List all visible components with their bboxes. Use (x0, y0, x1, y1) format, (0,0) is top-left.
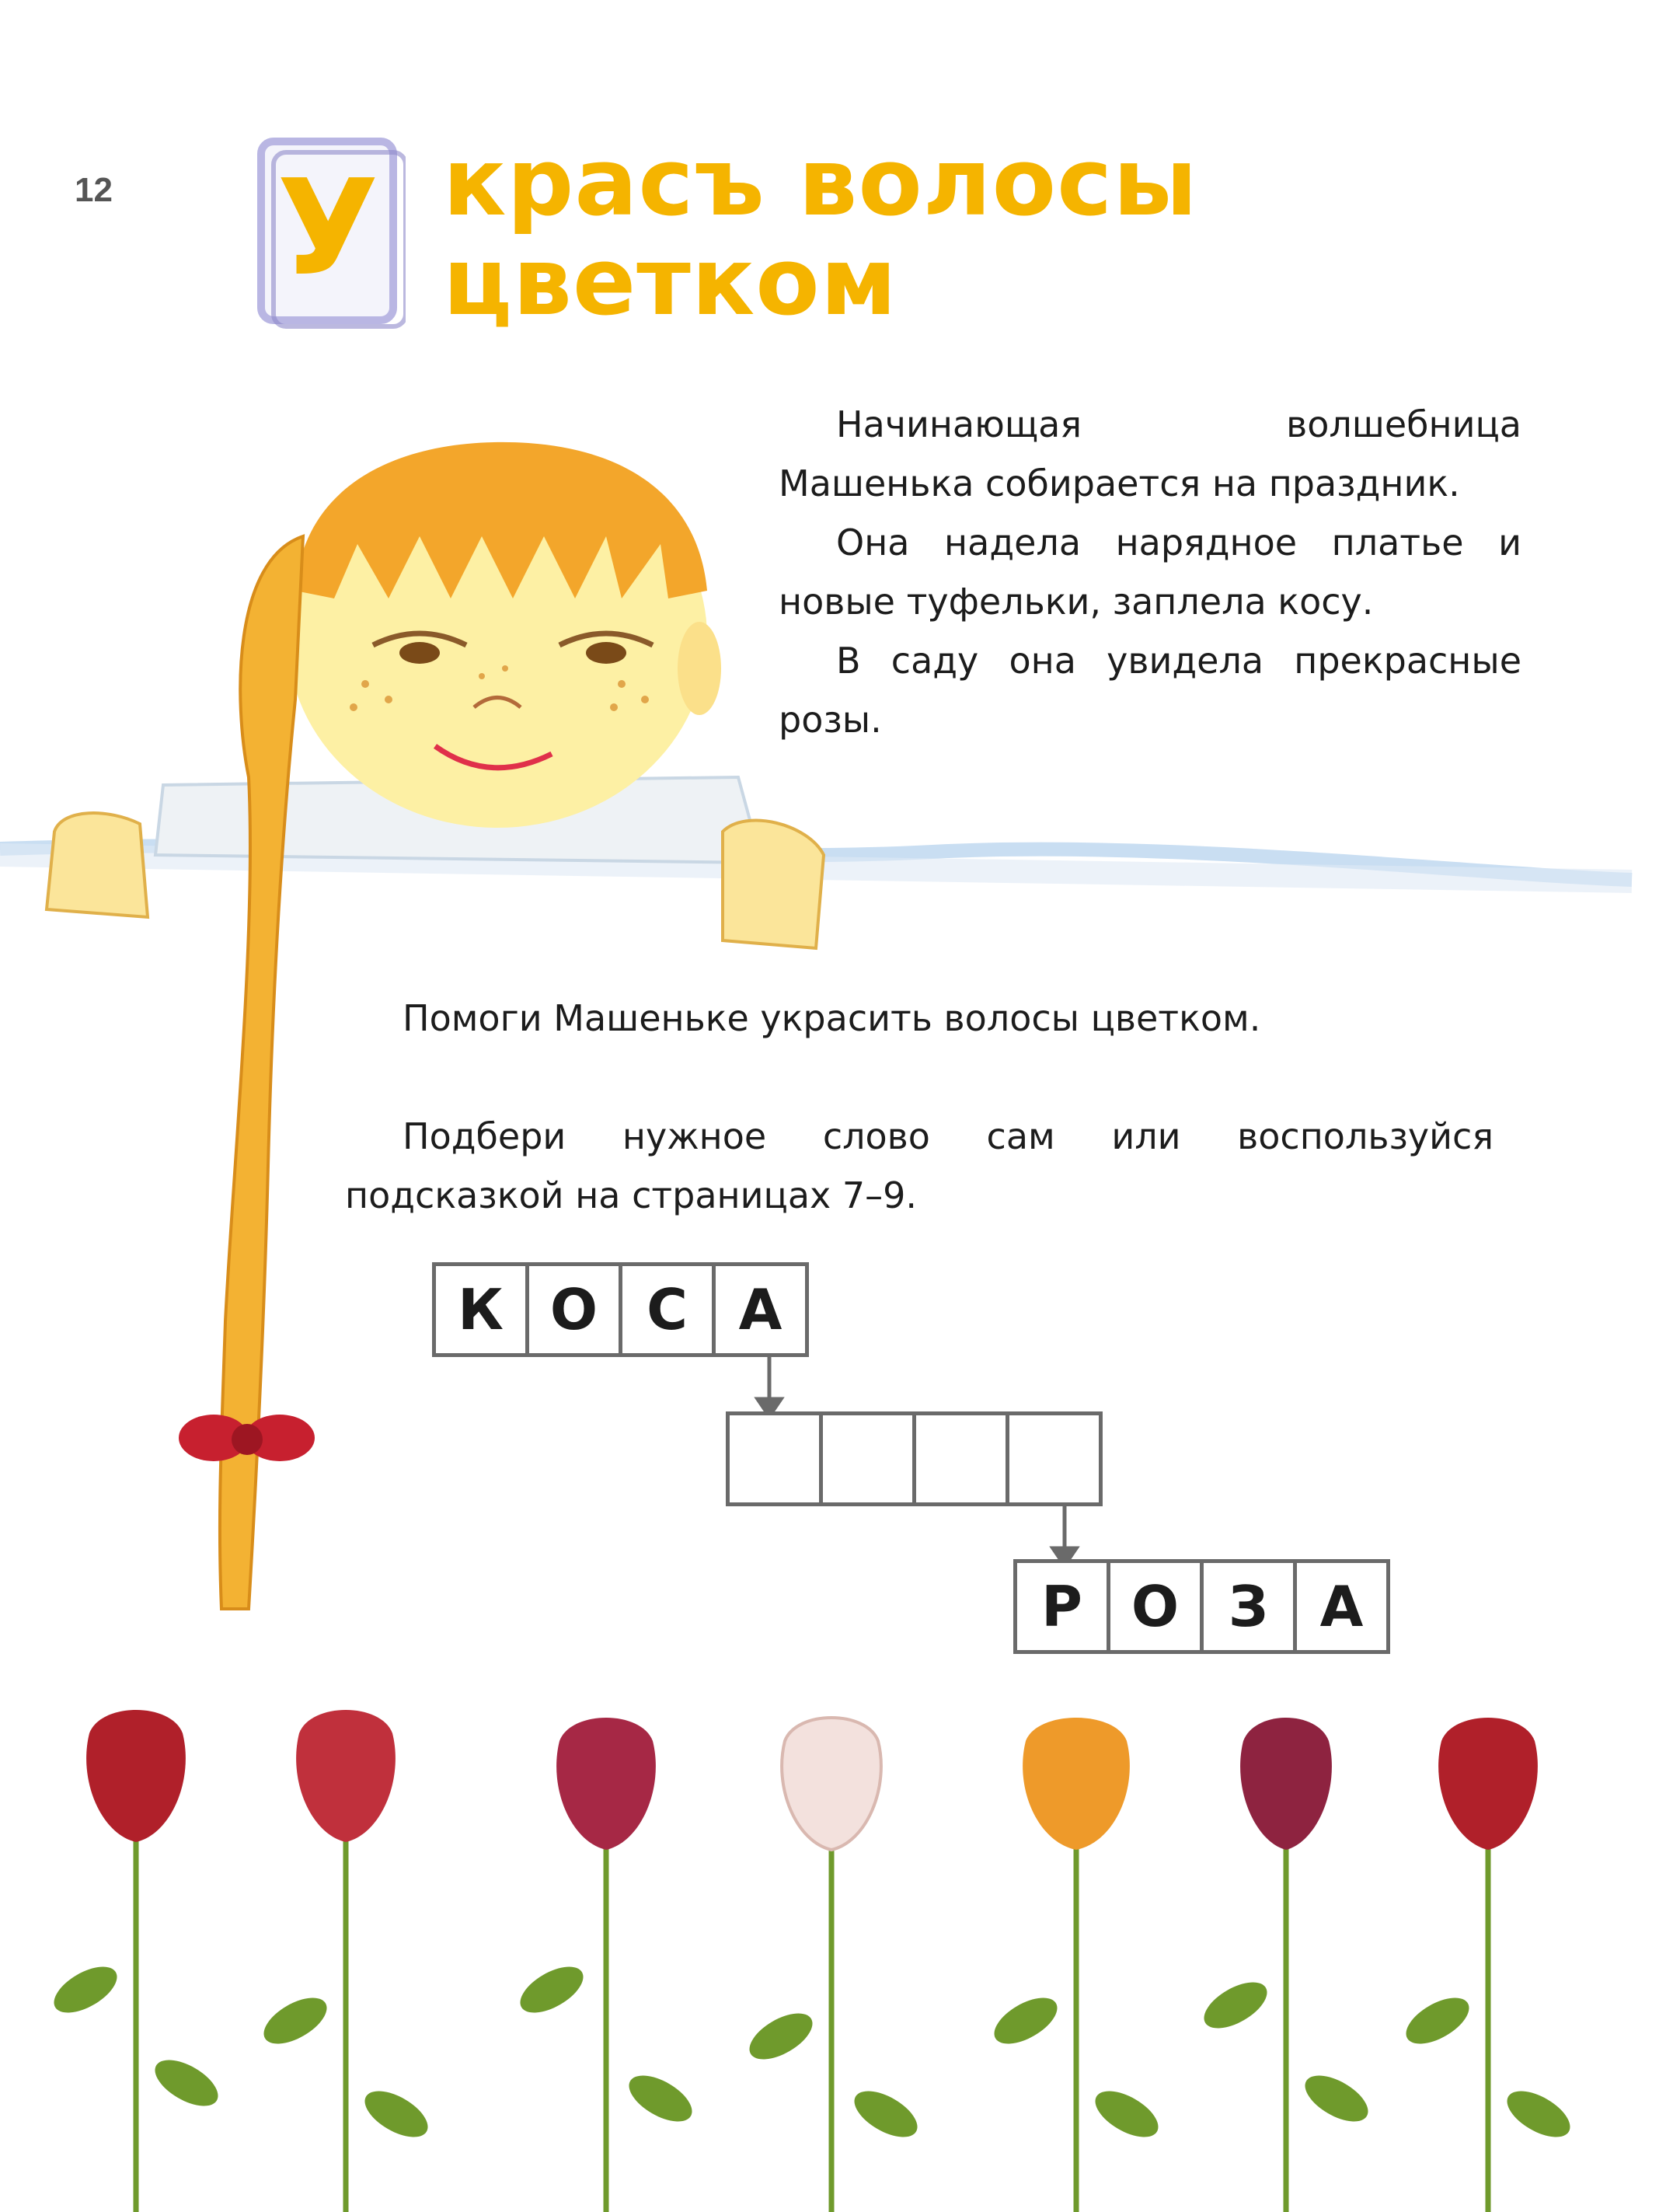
title-line-2: цветком (443, 229, 898, 337)
letter-cell: З (1204, 1563, 1293, 1650)
rose-5 (987, 1718, 1166, 2212)
word-row-end (1013, 1559, 1390, 1654)
task-hint-block (345, 1107, 1494, 1225)
rose-1 (47, 1710, 225, 2212)
task-hint: Подбери нужное слово сам или воспользуйся подсказкой на страницах 7–9. (345, 1115, 1494, 1216)
rose-7 (1399, 1718, 1577, 2212)
story-paragraph-2: Она надела нарядное платье и новые туфельки, заплела косу. (779, 522, 1521, 623)
letter-cell: О (529, 1266, 619, 1353)
word-row-middle (726, 1411, 1103, 1506)
word-row-start (432, 1262, 809, 1357)
rose-6 (1197, 1718, 1375, 2212)
empty-letter-cell[interactable] (916, 1415, 1006, 1502)
task-instruction: Помоги Машеньке украсить волосы цветком. (403, 997, 1261, 1039)
page-number: 12 (75, 171, 113, 209)
empty-letter-cell[interactable] (1009, 1415, 1099, 1502)
drop-cap-letter: У (277, 152, 379, 305)
drop-cap-tile (250, 134, 406, 330)
task-instruction-block (345, 989, 1494, 1048)
empty-letter-cell[interactable] (823, 1415, 912, 1502)
story-paragraph-3: В саду она увидела прекрасные розы. (779, 640, 1521, 741)
page-title (443, 129, 1198, 337)
rose-3 (513, 1718, 699, 2212)
letter-cell: С (622, 1266, 712, 1353)
letter-cell: А (716, 1266, 805, 1353)
letter-cell: А (1297, 1563, 1386, 1650)
rose-4 (742, 1718, 925, 2212)
empty-letter-cell[interactable] (730, 1415, 819, 1502)
title-line-1: красъ волосы (443, 129, 1198, 237)
letter-cell: О (1110, 1563, 1200, 1650)
story-text (779, 395, 1521, 749)
roses (47, 1710, 1577, 2212)
letter-cell: К (436, 1266, 525, 1353)
rose-2 (256, 1710, 435, 2212)
girl-face (288, 442, 721, 828)
letter-cell: Р (1017, 1563, 1107, 1650)
drop-cap-frame (250, 134, 406, 330)
story-paragraph-1: Начинающая волшебница Машенька собирается на праздник. (779, 403, 1521, 504)
